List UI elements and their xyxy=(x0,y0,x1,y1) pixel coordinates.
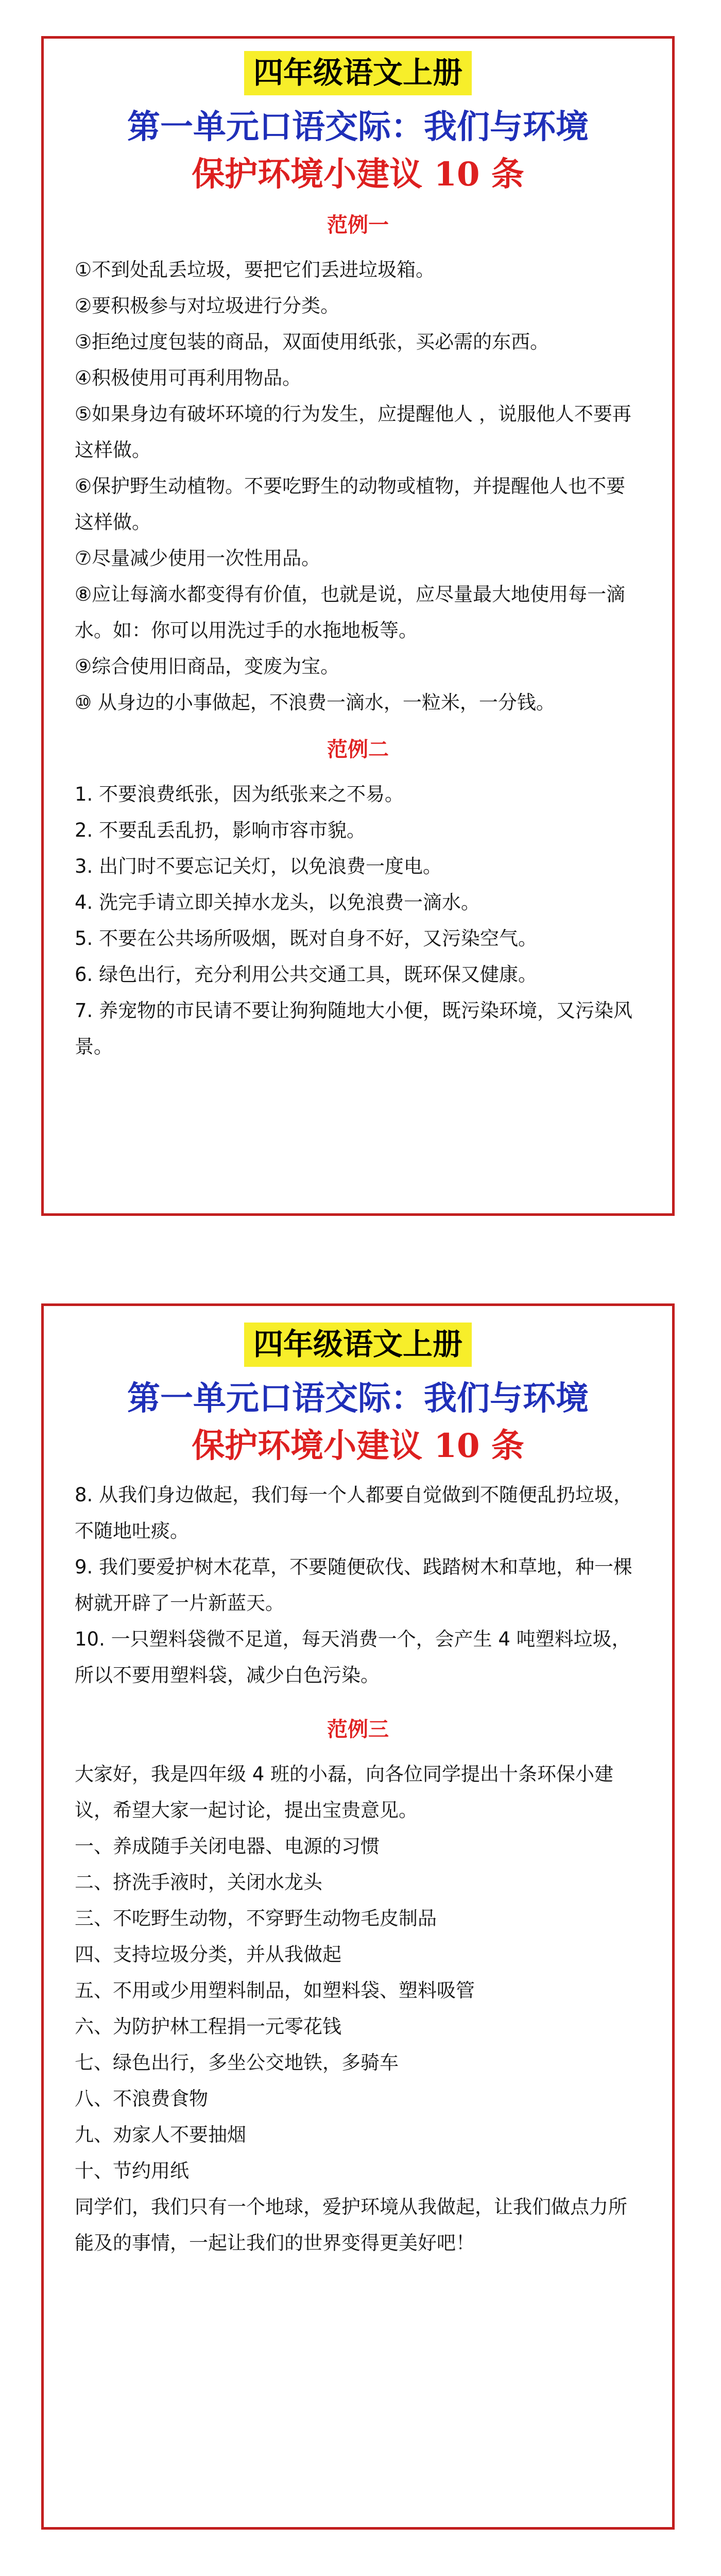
example-2-list xyxy=(75,776,641,1065)
unit-title: 第一单元口语交际：我们与环境 xyxy=(127,1379,589,1418)
list-item: ⑦尽量减少使用一次性用品。 xyxy=(75,547,321,569)
list-item: 一、养成随手关闭电器、电源的习惯 xyxy=(75,1835,380,1857)
example-1-list xyxy=(75,252,641,721)
example-3-intro: 大家好，我是四年级 4 班的小磊，向各位同学提出十条环保小建议，希望大家一起讨论，提出宝贵意见。 xyxy=(75,1763,614,1821)
grade-title: 四年级语文上册 xyxy=(244,1323,472,1367)
list-item: ①不到处乱丢垃圾，要把它们丢进垃圾箱。 xyxy=(75,259,435,281)
topic-title: 保护环境小建议 10 条 xyxy=(192,155,524,194)
list-item: 六、为防护林工程捐一元零花钱 xyxy=(75,2015,341,2038)
list-item: 三、不吃野生动物，不穿野生动物毛皮制品 xyxy=(75,1907,437,1929)
list-item: 五、不用或少用塑料制品，如塑料袋、塑料吸管 xyxy=(75,1979,475,2002)
example-3-outro: 同学们，我们只有一个地球，爱护环境从我做起，让我们做点力所能及的事情，一起让我们的世界变得更美好吧！ xyxy=(75,2196,627,2254)
page-card-1 xyxy=(41,36,675,1216)
list-item: ⑤如果身边有破坏环境的行为发生，应提醒他人 ，说服他人不要再这样做。 xyxy=(75,403,631,461)
grade-title: 四年级语文上册 xyxy=(244,51,472,95)
list-item: 6. 绿色出行，充分利用公共交通工具，既环保又健康。 xyxy=(75,963,538,986)
example-2-list-continued xyxy=(75,1477,641,1693)
list-item: 7. 养宠物的市民请不要让狗狗随地大小便，既污染环境，又污染风景。 xyxy=(75,999,633,1058)
list-item: 七、绿色出行，多坐公交地铁，多骑车 xyxy=(75,2052,399,2074)
list-item: ⑧应让每滴水都变得有价值，也就是说，应尽量最大地使用每一滴水。如：你可以用洗过手的水拖地板等。 xyxy=(75,583,626,641)
page-card-2 xyxy=(41,1303,675,2530)
list-item: ⑥保护野生动植物。不要吃野生的动物或植物，并提醒他人也不要这样做。 xyxy=(75,475,626,533)
list-item: 1. 不要浪费纸张，因为纸张来之不易。 xyxy=(75,783,404,805)
list-item: 四、支持垃圾分类，并从我做起 xyxy=(75,1943,341,1965)
list-item: ④积极使用可再利用物品。 xyxy=(75,367,302,389)
list-item: ②要积极参与对垃圾进行分类。 xyxy=(75,295,340,317)
example-2-title: 范例二 xyxy=(327,738,389,761)
list-item: ⑨综合使用旧商品，变废为宝。 xyxy=(75,655,340,677)
unit-title: 第一单元口语交际：我们与环境 xyxy=(127,108,589,146)
example-3-list xyxy=(75,1828,641,2189)
list-item: 九、劝家人不要抽烟 xyxy=(75,2124,246,2146)
list-item: 5. 不要在公共场所吸烟，既对自身不好，又污染空气。 xyxy=(75,927,538,950)
topic-title: 保护环境小建议 10 条 xyxy=(192,1427,524,1465)
list-item: 八、不浪费食物 xyxy=(75,2088,208,2110)
list-item: 4. 洗完手请立即关掉水龙头，以免浪费一滴水。 xyxy=(75,891,480,913)
list-item: 3. 出门时不要忘记关灯，以免浪费一度电。 xyxy=(75,855,442,877)
list-item: 十、节约用纸 xyxy=(75,2160,189,2182)
list-item: 10. 一只塑料袋微不足道，每天消费一个，会产生 4 吨塑料垃圾，所以不要用塑料袋，减少白色污染。 xyxy=(75,1628,631,1686)
example-3-title: 范例三 xyxy=(327,1718,389,1741)
list-item: ⑩ 从身边的小事做起，不浪费一滴水，一粒米，一分钱。 xyxy=(75,691,555,714)
list-item: 二、挤洗手液时，关闭水龙头 xyxy=(75,1871,322,1893)
list-item: 8. 从我们身边做起，我们每一个人都要自觉做到不随便乱扔垃圾，不随地吐痰。 xyxy=(75,1484,633,1542)
list-item: ③拒绝过度包装的商品，双面使用纸张，买必需的东西。 xyxy=(75,331,550,353)
example-1-title: 范例一 xyxy=(327,213,389,237)
list-item: 9. 我们要爱护树木花草，不要随便砍伐、践踏树木和草地，种一棵树就开辟了一片新蓝天。 xyxy=(75,1556,633,1614)
list-item: 2. 不要乱丢乱扔，影响市容市貌。 xyxy=(75,819,366,841)
